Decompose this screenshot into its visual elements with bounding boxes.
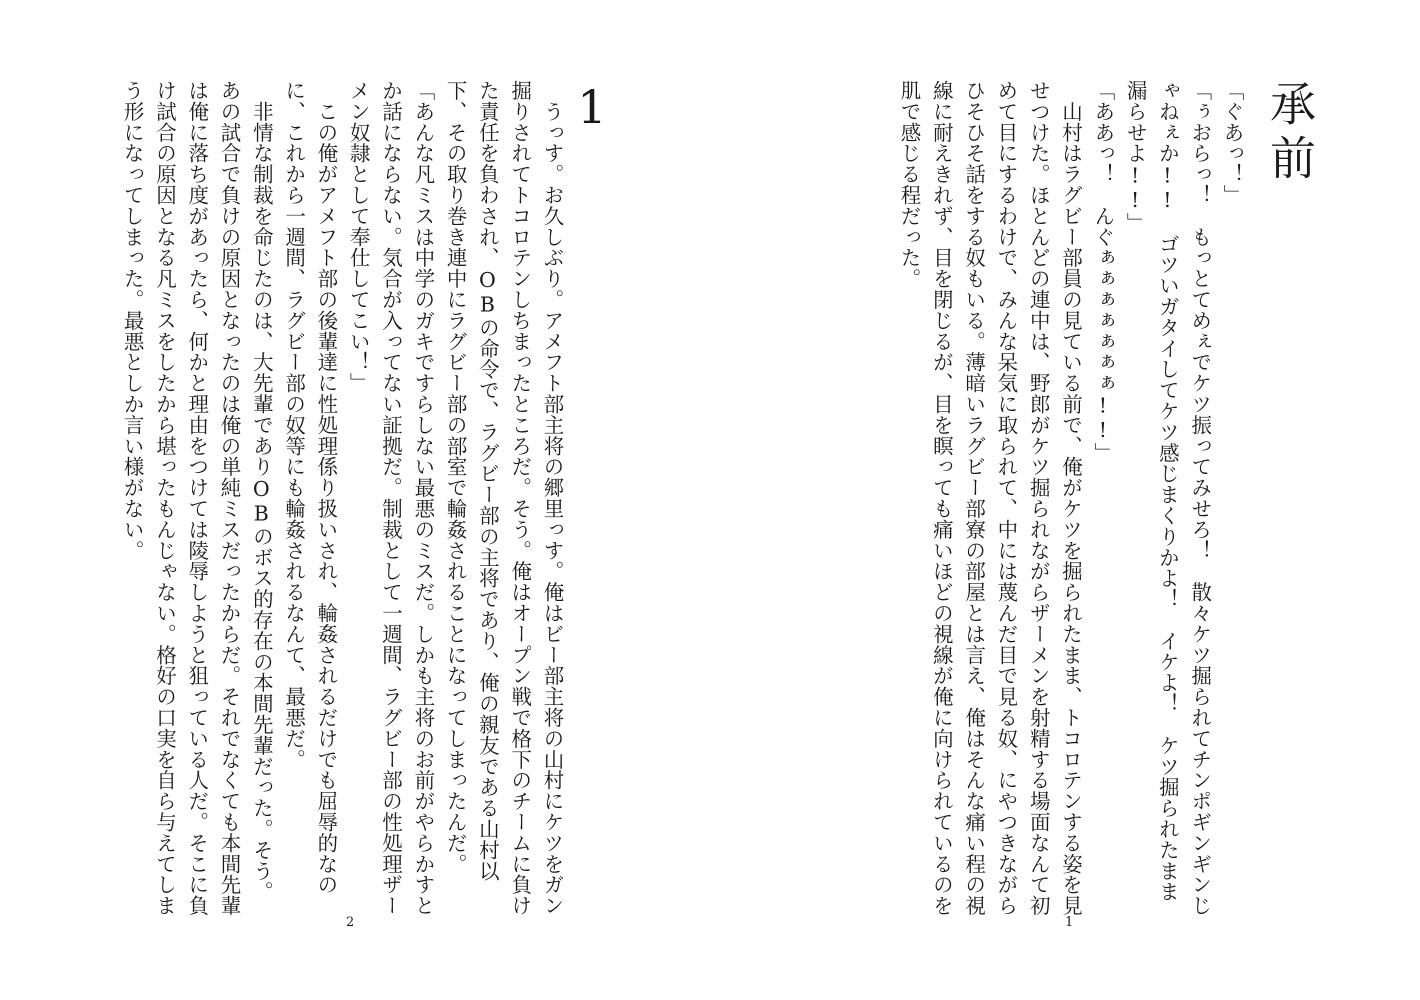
body-paragraph: うっす。お久しぶり。アメフト部主将の郷里っす。俺はビー部主将の山村にケツをガン掘りされてトコロテンしちまったところだ。そう。俺はオープン戦で格下のチームに負けた責任を負わされ、OBの命令で、ラグビー部の主将であり、俺の親友である山村以下、その取り巻き連中にラグビー部の部室で輪姦されることになってしまったんだ。 <box>443 80 564 916</box>
right-page <box>710 0 1420 1000</box>
body-paragraph: 「ああっ！ んぐぁぁぁぁぁぁぁ!!」 <box>1090 80 1115 464</box>
page-number: 1 <box>1065 915 1074 930</box>
body-paragraph: 「あんな凡ミスは中学のガキですらしない最悪のミスだ。しかも主将のお前がやらかすとか話にならない。気合が入ってない証拠だ。制裁として一週間、ラグビー部の性処理ザーメン奴隷として奉仕してこい！」 <box>346 80 435 916</box>
body-paragraph: 山村はラグビー部員の見ている前で、俺がケツを掘られたまま、トコロテンする姿を見せつけた。ほとんどの連中は、野郎がケツ掘られながらザーメンを射精する場面なんて初めて目にするわけで、みんな呆気に取られて、中には蔑んだ目で見る奴、にやつきながらひそひそ話をする奴もいる。薄暗いラグビー部寮の部屋とは言え、俺はそんな痛い程の視線に耐えきれず、目を閉じるが、目を瞑っても痛いほどの視線が俺に向けられているのを肌で感じる程だった。 <box>897 80 1083 916</box>
page-heading: 承前 <box>1263 80 1317 188</box>
body-paragraph: 「ぅおらっ！ もっとてめぇでケツ振ってみせろ！ 散々ケツ掘られてチンポギンギンじゃねぇか!! ゴツいガタイしてケツ感じまくりかよ！ イケよ！ ケツ掘られたまま漏らせよ!!」 <box>1123 80 1212 916</box>
page-number: 2 <box>346 915 355 930</box>
left-page-body <box>110 80 619 920</box>
body-paragraph: 非情な制裁を命じたのは、大先輩でありOBのボス的存在の本間先輩だった。そう。あの試合で負けの原因となったのは俺の単純ミスだったからだ。それでなくても本間先輩は俺に落ち度があったら、何かと理由をつけては陵辱しようと狙っている人だ。そこに負け試合の原因となる凡ミスをしたから堪ったもんじゃない。格好の口実を自ら与えてしまう形になってしまった。最悪としか言い様がない。 <box>120 80 274 916</box>
body-paragraph: 「ぐあっ！」 <box>1220 80 1244 206</box>
right-page-body <box>854 80 1317 920</box>
chapter-number: 1 <box>565 80 619 135</box>
body-paragraph: この俺がアメフト部の後輩達に性処理係り扱いされ、輪姦されるだけでも屈辱的なのに、これから一週間、ラグビー部の奴等にも輪姦されるなんて、最悪だ。 <box>281 80 338 896</box>
